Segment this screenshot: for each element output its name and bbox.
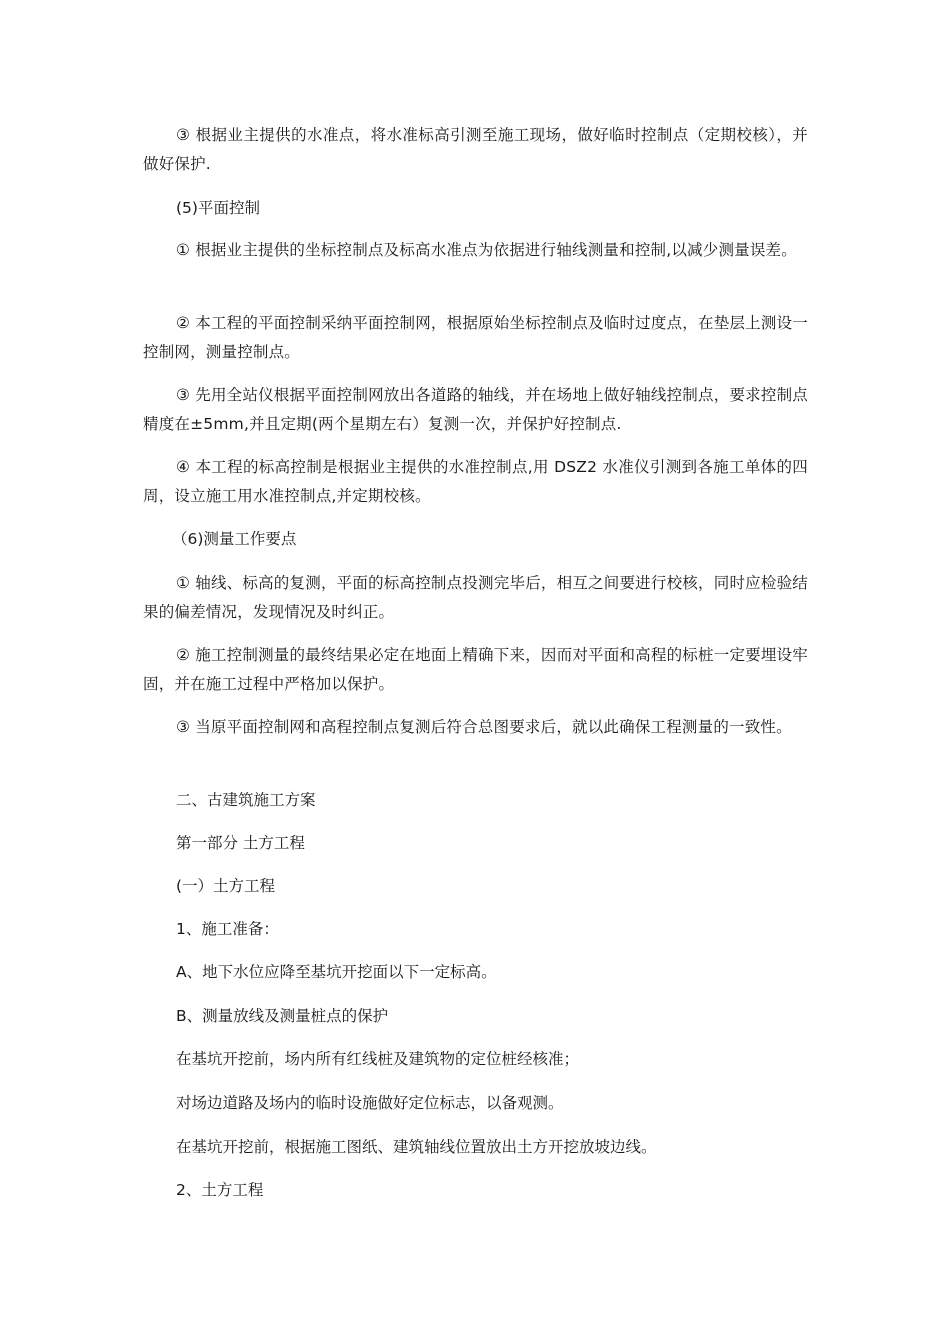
heading-plane-control: (5)平面控制 [176,199,260,217]
heading-earthwork: (一）土方工程 [176,877,276,895]
heading-earthwork-2: 2、土方工程 [176,1181,264,1199]
paragraph-slope-lines: 在基坑开挖前，根据施工图纸、建筑轴线位置放出土方开挖放坡边线。 [176,1138,657,1156]
paragraph-consistency: ③ 当原平面控制网和高程控制点复测后符合总图要求后，就以此确保工程测量的一致性。 [176,718,792,736]
heading-survey-key-points: （6)测量工作要点 [172,530,297,548]
paragraph-item-b: B、测量放线及测量桩点的保护 [176,1007,389,1025]
paragraph-before-excavation: 在基坑开挖前，场内所有红线桩及建筑物的定位桩经核准； [176,1050,580,1068]
paragraph-axis-recheck: ① 轴线、标高的复测，平面的标高控制点投测完毕后，相互之间要进行校核，同时应检验结果的偏差情况，发现情况及时纠正。 [143,574,808,621]
paragraph-coordinate-control: ① 根据业主提供的坐标控制点及标高水准点为依据进行轴线测量和控制,以减少测量误差。 [176,241,797,259]
heading-part-one: 第一部分 土方工程 [176,834,305,852]
paragraph-control-network: ② 本工程的平面控制采纳平面控制网，根据原始坐标控制点及临时过度点，在垫层上测设一控制网，测量控制点。 [143,314,808,361]
heading-section-two: 二、古建筑施工方案 [176,791,316,809]
paragraph-site-markers: 对场边道路及场内的临时设施做好定位标志，以备观测。 [176,1094,564,1112]
paragraph-benchmark-transfer: ③ 根据业主提供的水准点，将水准标高引测至施工现场，做好临时控制点（定期校核），并做好保护. [143,126,808,173]
paragraph-item-a: A、地下水位应降至基坑开挖面以下一定标高。 [176,963,497,981]
paragraph-stake-protection: ② 施工控制测量的最终结果必定在地面上精确下来，因而对平面和高程的标桩一定要埋设牢固，并在施工过程中严格加以保护。 [143,646,808,693]
paragraph-elevation-control: ④ 本工程的标高控制是根据业主提供的水准控制点,用 DSZ2 水准仪引测到各施工单体的四周，设立施工用水准控制点,并定期校核。 [143,458,808,505]
heading-preparation: 1、施工准备： [176,920,279,938]
paragraph-total-station: ③ 先用全站仪根据平面控制网放出各道路的轴线，并在场地上做好轴线控制点，要求控制点精度在±5mm,并且定期(两个星期左右）复测一次，并保护好控制点. [143,386,808,433]
